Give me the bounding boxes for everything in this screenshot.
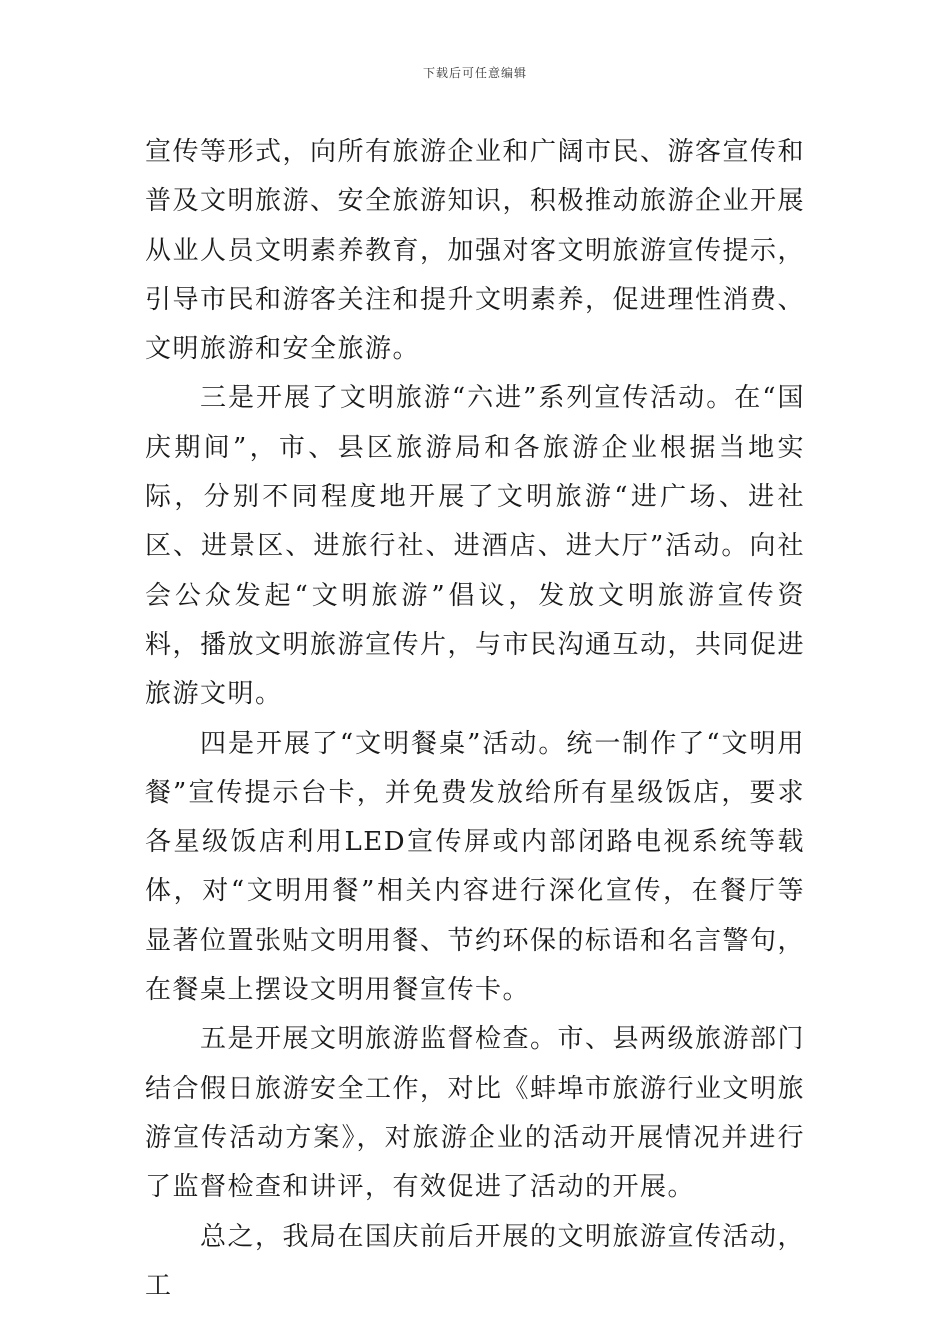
paragraph-five: 五是开展文明旅游监督检查。市、县两级旅游部门结合假日旅游安全工作，对比《蚌埠市旅游行业文明旅游宣传活动方案》，对旅游企业的活动开展情况并进行了监督检查和讲评，有效促进了活动的开展。 xyxy=(145,1024,806,1203)
paragraph-three: 三是开展了文明旅游“六进”系列宣传活动。在“国庆期间”，市、县区旅游局和各旅游企业根据当地实际，分别不同程度地开展了文明旅游“进广场、进社区、进景区、进旅行社、进酒店、进大厅”活动。向社会公众发起“文明旅游”倡议，发放文明旅游宣传资料，播放文明旅游宣传片，与市民沟通互动，共同促进旅游文明。 xyxy=(145,383,806,710)
paragraph-four: 四是开展了“文明餐桌”活动。统一制作了“文明用餐”宣传提示台卡，并免费发放给所有星级饭店，要求各星级饭店利用LED宣传屏或内部闭路电视系统等载体，对“文明用餐”相关内容进行深化宣传，在餐厅等显著位置张贴文明用餐、节约环保的标语和名言警句，在餐桌上摆设文明用餐宣传卡。 xyxy=(145,728,806,1006)
document-body xyxy=(145,128,805,1311)
page-header: 下载后可任意编辑 xyxy=(422,66,527,80)
paragraph-summary: 总之，我局在国庆前后开展的文明旅游宣传活动，工 xyxy=(145,1221,806,1301)
paragraph-continuation: 宣传等形式，向所有旅游企业和广阔市民、游客宣传和普及文明旅游、安全旅游知识，积极推动旅游企业开展从业人员文明素养教育，加强对客文明旅游宣传提示，引导市民和游客关注和提升文明素养，促进理性消费、文明旅游和安全旅游。 xyxy=(145,137,806,365)
